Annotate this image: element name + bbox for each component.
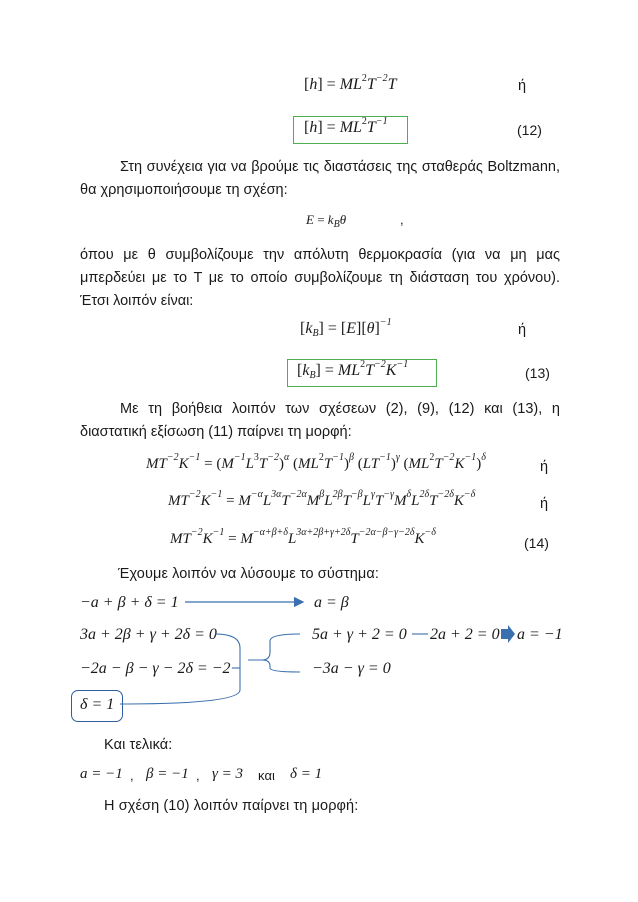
- equation-h-expanded: $[h] = ML^2T^{-2}T$: [304, 73, 397, 93]
- equation-h-final: $[h] = ML^2T^{-1}$: [304, 116, 388, 136]
- final-sep-2: ,: [196, 768, 200, 783]
- equation-tag-14: (14): [524, 535, 549, 551]
- equation-energy: $E = k_B\theta$: [306, 212, 347, 230]
- system-eq-4: δ = 1: [80, 696, 115, 713]
- equation-dimensional-2: $MT^{-2}K^{-1} = M^{-\alpha}L^{3\alpha}T^{-2\alpha}M^\beta L^{2\beta}T^{-\beta}L^\gamma T^{-\gamma}M^\delta L^{2\delta}T^{-2\delta}K^{-\delta}$: [168, 489, 476, 509]
- arrow-to-a-minus-1: [501, 625, 515, 643]
- final-b: β = −1: [146, 766, 189, 782]
- system-eq-1: −a + β + δ = 1: [80, 594, 179, 611]
- final-sep-1: ,: [130, 768, 134, 783]
- paragraph-finally: Και τελικά:: [104, 737, 173, 753]
- paragraph-boltzmann-intro: Στη συνέχεια για να βρούμε τις διαστάσεις της σταθεράς Boltzmann, θα χρησιμοποιήσουμε τη σχέση:: [80, 159, 560, 198]
- system-eq-3: −2a − β − γ − 2δ = −2: [80, 660, 231, 677]
- result-a-minus-1: a = −1: [517, 626, 563, 643]
- paragraph-relation-10: Η σχέση (10) λοιπόν παίρνει τη μορφή:: [104, 798, 359, 814]
- equation-tag-12: (12): [517, 122, 542, 138]
- final-and: και: [258, 768, 276, 783]
- paragraph-theta-definition: όπου με θ συμβολίζουμε την απόλυτη θερμοκρασία (για να μη μας μπερδεύει με το Τ με το οποίο συμβολίζουμε τη διάσταση του χρόνου). Έτσι λοιπόν είναι:: [80, 247, 560, 309]
- or-word: ή: [518, 78, 527, 94]
- or-word: ή: [540, 496, 549, 512]
- result-minus-3a-gamma: −3a − γ = 0: [312, 660, 391, 677]
- final-a: a = −1: [80, 766, 123, 782]
- result-2a-plus-2: 2a + 2 = 0: [430, 626, 500, 643]
- brace-right: [248, 634, 300, 660]
- comma: ,: [400, 212, 404, 227]
- equation-kb-final: $[k_B] = ML^2T^{-2}K^{-1}$: [297, 359, 409, 381]
- final-d: δ = 1: [290, 766, 323, 782]
- result-5a-gamma: 5a + γ + 2 = 0: [312, 626, 407, 643]
- equation-kb-definition: $[k_B] = [E][\theta]^{-1}$: [300, 317, 392, 339]
- paragraph-system-intro: Έχουμε λοιπόν να λύσουμε το σύστημα:: [118, 566, 379, 582]
- or-word: ή: [518, 322, 527, 338]
- result-a-equals-beta: a = β: [314, 594, 349, 611]
- or-word: ή: [540, 459, 549, 475]
- system-eq-2: 3a + 2β + γ + 2δ = 0: [80, 626, 217, 643]
- brace-right-lower: [262, 660, 300, 672]
- equation-tag-13: (13): [525, 365, 550, 381]
- equation-dimensional-3: $MT^{-2}K^{-1} = M^{-\alpha+\beta+\delta}L^{3\alpha+2\beta+\gamma+2\delta}T^{-2\alpha-\beta-\gamma-2\delta}K^{-\delta}$: [170, 527, 436, 547]
- brace-left: [120, 634, 240, 704]
- paragraph-dimensional-equation: Με τη βοήθεια λοιπόν των σχέσεων (2), (9), (12) και (13), η διαστατική εξίσωση (11) παίρνει τη μορφή:: [80, 401, 560, 440]
- equation-dimensional-1: $MT^{-2}K^{-1} = (M^{-1}L^3T^{-2})^\alpha$ $(ML^2T^{-1})^\beta$ $(LT^{-1})^\gamma$ $(ML^2T^{-2}K^{-1})^\delta$: [146, 452, 486, 472]
- final-g: γ = 3: [212, 766, 244, 782]
